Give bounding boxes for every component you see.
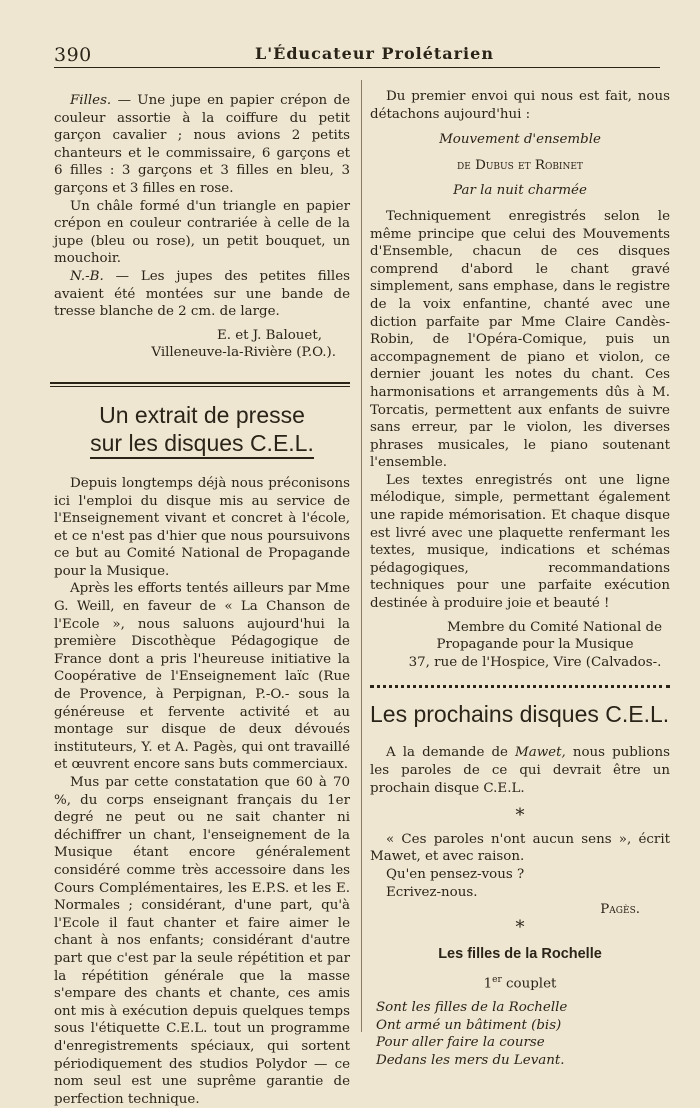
- pages-signature: Pagès.: [600, 902, 640, 918]
- nb-paragraph: [54, 268, 350, 321]
- left-column: [54, 92, 350, 1108]
- article-paragraph-3: Mus par cette constatation que 60 à 70 %, du corps enseignant français du 1er degré ne peut ou ne sait chanter ni déchiffrer un chant, l'enseignement de la Musique étant encore généralement considéré comme très accessoire dans les Cours Complémentaires, les E.P.S. et les E. Normales ; considérant, d'une part, qu'à l'Ecole il faut chanter et faire aimer le chant à nos enfants; considérant d'autre part que c'est par la seule répétition et par la répétition générale que la masse s'empare des chants et chante, ces amis ont mis à exécution depuis quelques temps sous l'étiquette C.E.L. tout un programme d'enregistrements spéciaux, qui sortent périodiquement des studios Polydor — ce nom seul est une suprême garantie de perfection technique.: [54, 775, 350, 1107]
- couplet-word: couplet: [506, 976, 557, 992]
- disc-authors: de Dubus et Robinet: [457, 157, 583, 173]
- verse-line: Ont armé un bâtiment (bis): [376, 1017, 562, 1033]
- signature-place: Villeneuve-la-Rivière (P.O.).: [151, 345, 336, 361]
- star-separator: *: [515, 805, 525, 827]
- couplet-heading: [370, 972, 670, 993]
- section-double-rule: [50, 382, 350, 387]
- demande-paragraph: [370, 744, 670, 797]
- filles-paragraph: [54, 92, 350, 198]
- mawet-name: Mawet,: [515, 745, 566, 761]
- song-title: Les filles de la Rochelle: [438, 946, 602, 963]
- running-title: L'Éducateur Prolétarien: [255, 44, 494, 63]
- demande-text-b: nous publions les paroles de ce qui devrait être un prochain disque C.E.L.: [370, 745, 670, 796]
- filles-label: Filles.: [70, 93, 112, 108]
- article-title-prochains: Les prochains disques C.E.L.: [370, 701, 670, 728]
- nb-text: — Les jupes des petites filles avaient été montées sur une bande de tresse blanche de 2 cm. de large.: [54, 268, 350, 320]
- article-paragraph-2: Après les efforts tentés ailleurs par Mme G. Weill, en faveur de « La Chanson de l'Ecole », nous saluons aujourd'hui la première Discothèque Pédagogique de France dont a pris l'heureuse initiative la Coopérative de l'Enseignement laïc (Rue de Provence, à Perpignan, P.-O.- sous la généreuse et fervente activité et au montage sur disque de deux dévoués instituteurs, Y. et A. Pagès, qui ont travaillé et œuvrent encore sans buts commerciaux.: [54, 581, 350, 773]
- signature-names: E. et J. Balouet,: [216, 327, 322, 343]
- committee-address: 37, rue de l'Hospice, Vire (Calvados-.: [408, 654, 662, 670]
- section-dotted-rule: [370, 685, 670, 688]
- textes-paragraph: Les textes enregistrés ont une ligne mélodique, simple, permettant également une rapide mémorisation. Et chaque disque est livré avec une plaquette renfermant les textes, musique, indications et schémas pédagogiques, recommandations techniques pour une parfaite exécution destinée à produire joie et beauté !: [370, 472, 670, 612]
- couplet-superscript: er: [492, 974, 502, 985]
- nb-label: N.-B.: [70, 268, 104, 284]
- technique-paragraph: Techniquement enregistrés selon le même principe que celui des Mouvements d'Ensemble, chacun de ces disques comprend d'abord le chant gravé simplement, sans emphase, dans le registre de la voix enfantine, chanté avec une diction parfaite par Mme Claire Candès-Robin, de l'Opéra-Comique, puis un accompagnement de piano et violon, ce dernier jouant les notes du chant. Ces harmonisations et arrangements dûs à M. Torcatis, permettent aux enfants de suivre sans erreur, par le violon, les diverses phrases musicales, le piano soutenant l'ensemble.: [370, 208, 670, 471]
- question-line: Qu'en pensez-vous ?: [386, 866, 525, 882]
- page-number: 390: [54, 44, 92, 66]
- song-verses: [370, 999, 670, 1069]
- couplet-number: 1: [483, 976, 493, 992]
- column-divider: [361, 80, 362, 1032]
- article-paragraph-1: Depuis longtemps déjà nous préconisons ici l'emploi du disque mis au service de l'Enseignement vivant et concret à l'école, et ce n'est pas d'hier que nous poursuivons ce but au Comité National de Propagande pour la Musique.: [54, 475, 350, 579]
- article-title-line-2: sur les disques C.E.L.: [90, 429, 314, 459]
- intro-paragraph: Du premier envoi qui nous est fait, nous détachons aujourd'hui :: [370, 89, 670, 122]
- disc-title-2: Par la nuit charmée: [453, 183, 587, 199]
- demande-text-a: A la demande de: [386, 745, 508, 761]
- verse-line: Pour aller faire la course: [376, 1035, 545, 1051]
- verse-line: Dedans les mers du Levant.: [376, 1052, 565, 1068]
- verse-line: Sont les filles de la Rochelle: [376, 1000, 568, 1015]
- write-us-line: Ecrivez-nous.: [386, 884, 478, 900]
- right-column: [370, 88, 670, 1069]
- filles-text: — Une jupe en papier crépon de couleur assortie à la coiffure du petit garçon cavalier ; nous avions 2 petits chanteurs et le commissaire, 6 garçons et 6 filles : 3 garçons et 3 filles en bleu, 3 garçons et 3 filles en rose.: [54, 93, 350, 196]
- header-rule: [54, 67, 660, 68]
- quote-paragraph: « Ces paroles n'ont aucun sens », écrit Mawet, et avec raison.: [370, 831, 670, 865]
- committee-signature-1: Membre du Comité National de: [447, 619, 662, 635]
- chale-paragraph: Un châle formé d'un triangle en papier crépon en couleur contrariée à celle de la jupe (bleu ou rose), un petit bouquet, un mouchoir.: [54, 198, 350, 267]
- star-separator-2: *: [515, 916, 525, 938]
- article-title-line-1: Un extrait de presse: [99, 401, 305, 428]
- committee-signature-2: Propagande pour la Musique: [436, 637, 634, 653]
- article-body: [54, 475, 350, 1108]
- disc-title-1: Mouvement d'ensemble: [439, 132, 601, 148]
- article-title-presse: [54, 401, 350, 459]
